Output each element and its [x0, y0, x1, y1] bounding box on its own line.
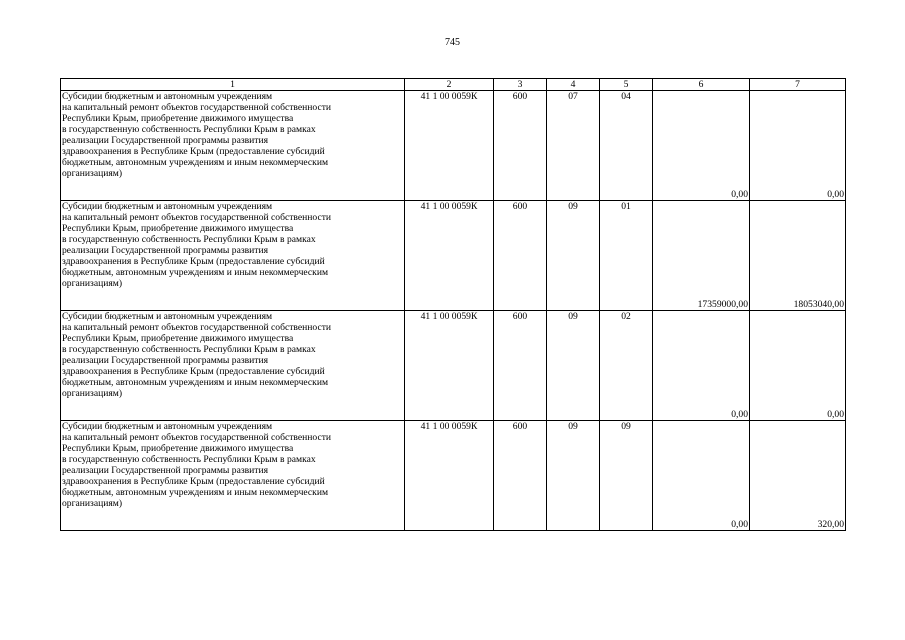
column-header-1: 1	[61, 79, 405, 91]
row-section: 09	[547, 311, 600, 421]
row-expense-type: 600	[494, 421, 547, 531]
column-header-6: 6	[653, 79, 750, 91]
header-row	[61, 79, 846, 91]
page-number: 745	[445, 37, 460, 48]
column-header-7: 7	[750, 79, 846, 91]
row-amount-7: 320,00	[750, 421, 846, 531]
row-amount-7: 0,00	[750, 91, 846, 201]
row-description: Субсидии бюджетным и автономным учреждениям на капитальный ремонт объектов государственной собственности Республики Крым, приобретение движимого имущества в государственную собственность Республики Крым в рамках реализации Государственной программы развития здравоохранения в Республике Крым (предоставление субсидий бюджетным, автономным учреждениям и иным некоммерческим организациям)	[61, 311, 405, 421]
row-subsection: 01	[600, 201, 653, 311]
row-subsection: 09	[600, 421, 653, 531]
row-section: 09	[547, 201, 600, 311]
row-amount-6: 0,00	[653, 421, 750, 531]
row-target-code: 41 1 00 0059К	[405, 91, 494, 201]
row-amount-7: 18053040,00	[750, 201, 846, 311]
row-section: 07	[547, 91, 600, 201]
row-description: Субсидии бюджетным и автономным учреждениям на капитальный ремонт объектов государственной собственности Республики Крым, приобретение движимого имущества в государственную собственность Республики Крым в рамках реализации Государственной программы развития здравоохранения в Республике Крым (предоставление субсидий бюджетным, автономным учреждениям и иным некоммерческим организациям)	[61, 91, 405, 201]
budget-table	[60, 78, 846, 531]
row-description: Субсидии бюджетным и автономным учреждениям на капитальный ремонт объектов государственной собственности Республики Крым, приобретение движимого имущества в государственную собственность Республики Крым в рамках реализации Государственной программы развития здравоохранения в Республике Крым (предоставление субсидий бюджетным, автономным учреждениям и иным некоммерческим организациям)	[61, 421, 405, 531]
row-amount-6: 0,00	[653, 91, 750, 201]
row-target-code: 41 1 00 0059К	[405, 421, 494, 531]
row-expense-type: 600	[494, 201, 547, 311]
row-section: 09	[547, 421, 600, 531]
table-row	[61, 201, 846, 311]
row-subsection: 04	[600, 91, 653, 201]
column-header-2: 2	[405, 79, 494, 91]
column-header-5: 5	[600, 79, 653, 91]
column-header-4: 4	[547, 79, 600, 91]
row-subsection: 02	[600, 311, 653, 421]
table-row	[61, 91, 846, 201]
row-target-code: 41 1 00 0059К	[405, 201, 494, 311]
table-row	[61, 311, 846, 421]
row-expense-type: 600	[494, 311, 547, 421]
row-description: Субсидии бюджетным и автономным учреждениям на капитальный ремонт объектов государственной собственности Республики Крым, приобретение движимого имущества в государственную собственность Республики Крым в рамках реализации Государственной программы развития здравоохранения в Республике Крым (предоставление субсидий бюджетным, автономным учреждениям и иным некоммерческим организациям)	[61, 201, 405, 311]
column-header-3: 3	[494, 79, 547, 91]
row-amount-6: 0,00	[653, 311, 750, 421]
row-expense-type: 600	[494, 91, 547, 201]
row-target-code: 41 1 00 0059К	[405, 311, 494, 421]
row-amount-7: 0,00	[750, 311, 846, 421]
table-row	[61, 421, 846, 531]
row-amount-6: 17359000,00	[653, 201, 750, 311]
